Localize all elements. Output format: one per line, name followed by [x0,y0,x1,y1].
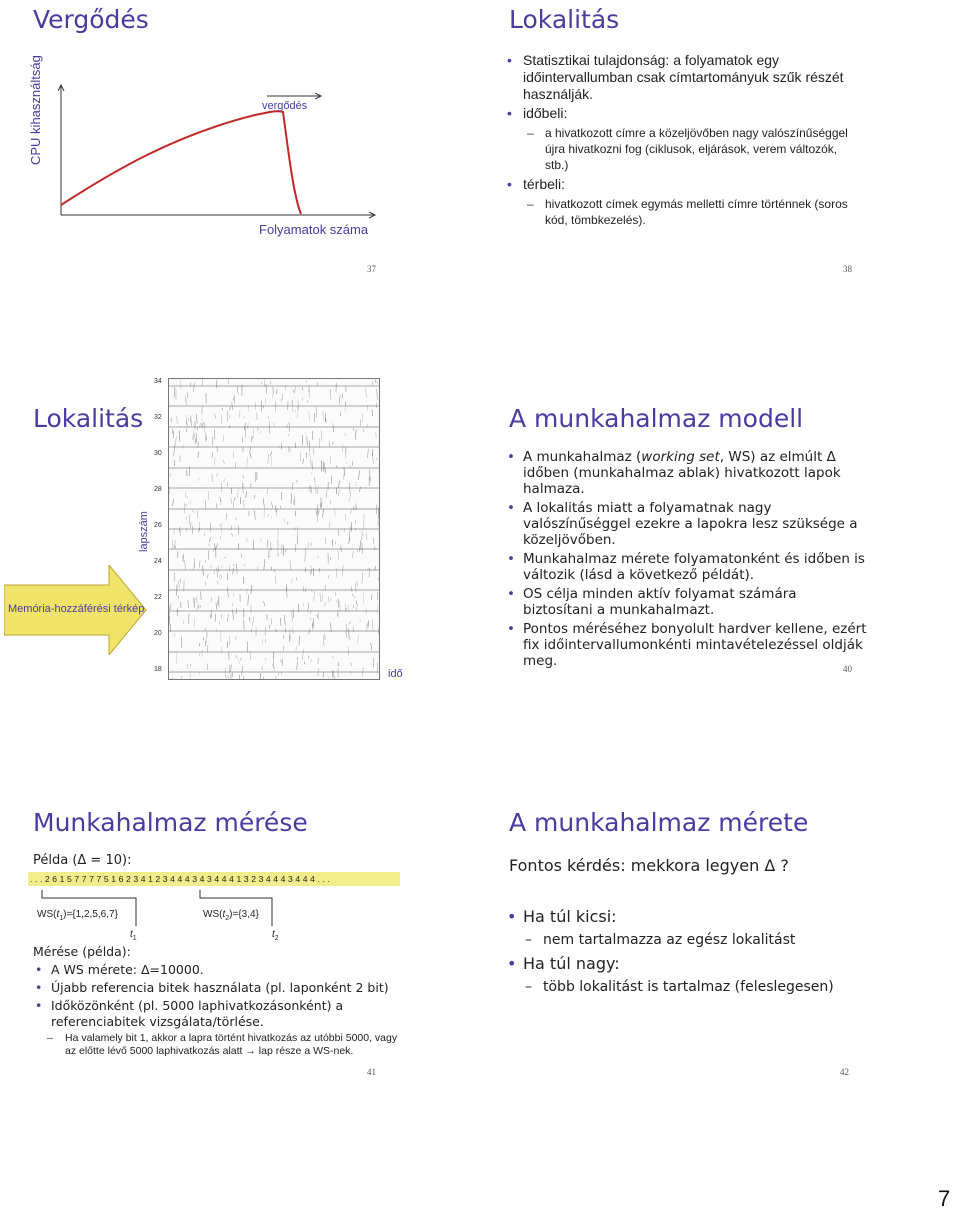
question: Fontos kérdés: mekkora legyen Δ ? [509,856,789,875]
page-number: 38 [843,264,852,274]
bullet: • térbeli: [505,176,850,193]
bullet: • időbeli: [505,105,850,122]
bullet-text: , WS) az elmúlt Δ időben (munkahalmaz ablak) hivatkozott lapok halmaza. [523,449,841,497]
bullet: • OS célja minden aktív folyamat számára biztosítani a munkahalmazt. [505,586,870,618]
page-number: 37 [367,264,376,274]
tick-label: 30 [154,450,162,457]
thrashing-annotation: vergődés [262,100,308,112]
measure-label: Mérése (példa): [33,944,131,959]
tick-label: 22 [154,594,162,601]
reference-string: . . . 2 6 1 5 7 7 7 7 5 1 6 2 3 4 1 2 3 4 4 4 3 4 3 4 4 4 1 3 2 3 4 4 4 3 4 4 4 . . . [30,874,330,884]
tick-label: 32 [154,414,162,421]
x-axis-label: idő [388,668,403,680]
ws1-label: $WS(t_1)=\{1,2,5,6,7\}$ [37,909,118,922]
bullet-text: A munkahalmaz ( [523,449,642,465]
bullet-emphasis: working set [641,449,720,465]
slide-body [505,907,865,997]
bullet: • A lokalitás miatt a folyamatnak nagy valószínűséggel ezekre a lapokra lesz szüksége a közeljövőben. [505,500,870,548]
sub-bullet: – Ha valamely bit 1, akkor a lapra történt hivatkozás az utóbbi 5000, vagy az előtte lévő 5000 laphivatkozás alatt → lap része a WS-nek. [47,1032,398,1058]
tick-label: 26 [154,522,162,529]
page-number: 42 [840,1067,849,1077]
page-number: 40 [843,664,852,674]
slide-title: Lokalitás [509,5,620,34]
bullet: • Ha túl kicsi: [505,907,865,927]
t2-label: $t_2$ [272,929,279,942]
thrashing-curve [61,111,301,214]
slide-title: A munkahalmaz modell [509,404,804,433]
document-page-number: 7 [938,1186,951,1211]
slide-title: Lokalitás [33,404,144,433]
slide-title: Munkahalmaz mérése [33,808,308,837]
sub-bullet: – a hivatkozott címre a közeljövőben nagy valószínűséggel újra hivatkozni fog (ciklusok, eljárások, verem változók, stb.) [527,125,850,173]
thrashing-chart [55,80,385,220]
bullet [505,449,870,497]
bullet: • A WS mérete: Δ=10000. [33,962,398,978]
tick-label: 34 [154,378,162,385]
bullet: • Pontos méréséhez bonyolult hardver kellene, ezért fix időintervallumonkénti mintavételezéssel oldják meg. [505,621,870,669]
reference-string-bar [28,872,400,886]
slide-body [33,944,398,1058]
sub-bullet: – több lokalitást is tartalmaz (feleslegesen) [525,977,865,997]
y-axis-label: CPU kihasználtság [28,55,43,165]
ws2-label: $WS(t_2)=\{3,4\}$ [203,909,259,922]
x-axis-label: Folyamatok száma [259,222,369,237]
y-axis-label: lapszám [138,511,150,552]
bullet: • Statisztikai tulajdonság: a folyamatok egy időintervallumban csak címtartományuk szűk részét használják. [505,52,850,103]
tick-label: 20 [154,630,162,637]
bullet: • Munkahalmaz mérete folyamatonként és időben is változik (lásd a következő példát). [505,551,870,583]
sub-bullet: – nem tartalmazza az egész lokalitást [525,930,865,950]
bullet: • Ha túl nagy: [505,954,865,974]
t1-label: $t_1$ [130,929,137,942]
example-label: Példa (Δ = 10): [33,853,132,868]
bullet: • Időközönként (pl. 5000 laphivatkozásonként) a referenciabitek vizsgálata/törlése. [33,998,398,1030]
tick-label: 18 [154,666,162,673]
slide-title: Vergődés [33,5,149,34]
tick-label: 28 [154,486,162,493]
window-brackets [40,888,280,928]
slide-body [505,52,850,228]
memory-map-label: Memória-hozzáférési térkép [8,603,145,615]
slide-title: A munkahalmaz mérete [509,808,809,837]
bullet: • Újabb referencia bitek használata (pl. laponként 2 bit) [33,980,398,996]
memory-access-map [168,378,380,680]
arrow-icon: → [245,1045,256,1057]
slide-body [505,449,870,669]
sub-bullet: – hivatkozott címek egymás melletti címre történnek (soros kód, tömbkezelés). [527,196,850,228]
page-number: 41 [367,1067,376,1077]
tick-label: 24 [154,558,162,565]
